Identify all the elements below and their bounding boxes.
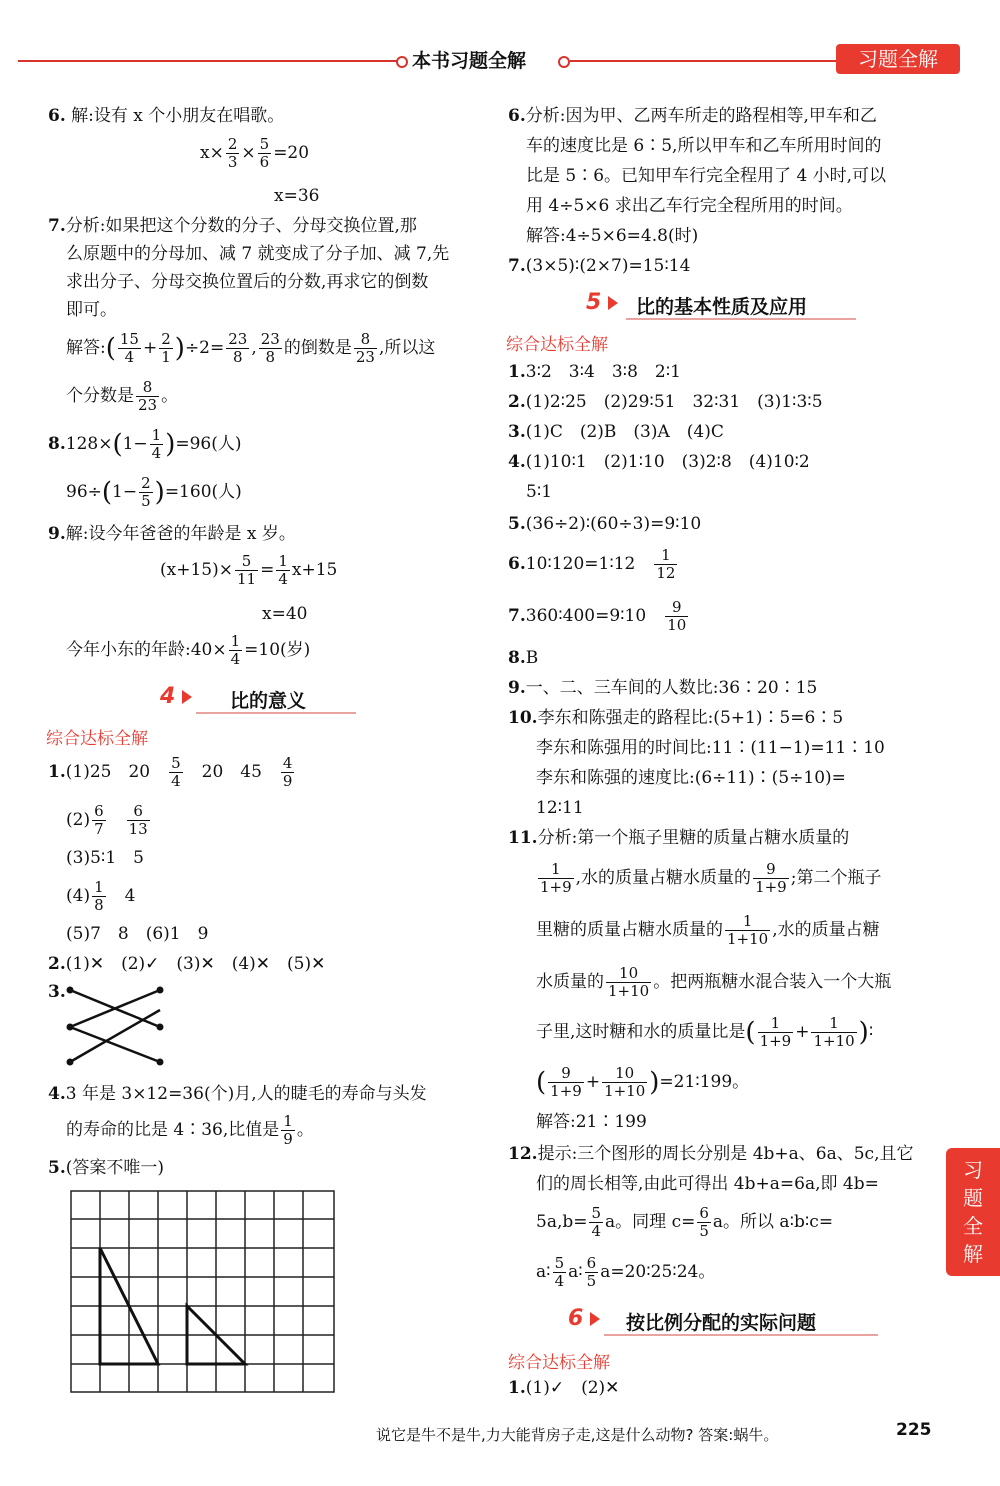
denominator: 1+9 [759,1032,792,1050]
q-number: 6. [508,106,526,126]
numerator: 8 [354,331,377,349]
numerator: 5 [591,1204,602,1222]
eq-part: 128× [65,434,113,454]
q-text: 解:设有 x 个小朋友在唱歌。 [71,106,285,126]
eq-part: + [795,1022,810,1042]
numerator: 1 [151,426,162,444]
left-a4-l1 [48,1082,427,1106]
eq-part: =21∶199。 [659,1072,750,1092]
left-q7-answer [66,330,435,367]
eq-part: a∶ [568,1262,583,1282]
numerator: 9 [665,599,688,617]
q-number: 1. [508,362,526,382]
section-arrow-icon [590,1312,600,1326]
eq-part: =160(人) [164,482,242,502]
fraction [150,427,164,462]
right-q6-l4: 用 4÷5×6 求出乙车行完全程所用的时间。 [526,196,853,216]
right-q7 [508,254,690,278]
denominator: 3 [227,153,238,171]
numerator: 5 [235,553,258,571]
q-number: 7. [508,606,526,626]
left-q9-l1 [48,522,296,546]
right-q6-l2: 车的速度比是 6∶5,所以甲车和乙车所用时间的 [526,136,882,156]
right-b8 [508,646,538,670]
eq-part: + [142,338,158,358]
left-q9-eq2: x=40 [262,604,308,624]
paren: ) [165,429,176,460]
denominator: 6 [259,153,270,171]
eq-part: a。所以 a∶b∶c= [712,1212,834,1232]
right-b10-l3: 李东和陈强的速度比:(6÷11)∶(5÷10)= [536,768,846,788]
denominator: 12 [656,564,676,582]
denominator: 1+10 [608,982,650,1000]
q-number: 2. [508,392,526,412]
right-b5 [508,512,701,536]
left-a5 [48,1156,164,1180]
denominator: 4 [278,570,288,588]
q-number: 1. [508,1378,526,1398]
eq-part: 个分数是 [66,386,134,406]
eq-part: ,水的质量占糖 [772,920,880,940]
q-text: (1)10∶1 (2)1∶10 (3)2∶8 (4)10∶2 [525,452,810,472]
numerator: 1 [725,913,770,931]
right-b9 [508,676,817,700]
right-q6-l5: 解答:4÷5×6=4.8(时) [526,226,699,246]
triangle-grid [70,1190,336,1394]
denominator: 4 [554,1272,565,1290]
left-q9-eq3 [66,632,310,668]
numerator: 5 [171,754,181,772]
denominator: 4 [151,444,162,462]
numerator: 8 [136,379,159,397]
denominator: 4 [124,348,135,366]
section-underline [604,1334,878,1336]
numerator: 4 [282,754,293,772]
eq-part: =20 [273,143,310,163]
match-dot [67,987,74,994]
eq-part: (1)25 20 [65,762,151,782]
sub-heading: 综合达标全解 [46,729,148,749]
side-tab [946,1148,1000,1276]
paren: ( [105,333,116,364]
paren: ( [745,1017,756,1048]
denominator: 23 [138,396,158,414]
q-text: (1)✕ (2)✓ (3)✕ (4)✕ (5)✕ [65,954,326,974]
denominator: 1 [161,348,171,366]
denominator: 7 [94,820,104,838]
fraction [118,331,141,366]
right-b12-l4 [536,1252,715,1292]
fraction [92,879,106,914]
eq-part: x+15 [291,560,338,580]
q-number: 12. [508,1144,538,1164]
header-rule-left [18,60,398,62]
left-a4-l2 [66,1110,314,1150]
grid-frame [71,1191,334,1392]
fraction [654,547,677,582]
right-b12-l1 [508,1142,913,1166]
q-text: 一、二、三车间的人数比:36∶20∶15 [525,678,818,698]
eq-part: 10∶120=1∶12 [525,554,636,574]
section-underline [626,318,856,320]
eq-part: ÷2= [184,338,225,358]
match-dot [67,1024,74,1031]
q-number: 2. [48,954,66,974]
denominator: 1+9 [755,878,787,896]
fraction [169,755,183,790]
denominator: 23 [355,348,375,366]
numerator: 6 [127,803,150,821]
numerator: 23 [228,330,248,348]
left-q8-l1 [48,426,242,463]
fraction [589,1205,603,1240]
q-number: 9. [48,524,66,544]
eq-part: 解答: [66,338,106,358]
fraction [127,803,150,838]
section-number: 6 [568,1306,584,1331]
right-b6 [508,544,679,584]
q-number: 6. [48,106,66,126]
denominator: 4 [230,650,241,668]
numerator: 1 [654,547,677,565]
numerator: 15 [119,330,139,348]
q-text: (1)2∶25 (2)29∶51 32∶31 (3)1∶3∶5 [525,392,823,412]
denominator: 9 [283,1130,293,1148]
q-number: 5. [508,514,526,534]
right-b10-l2: 李东和陈强用的时间比:11∶(11−1)=11∶10 [536,738,885,758]
q-text: 分析:如果把这个分数的分子、分母交换位置,那 [65,216,417,236]
eq-part: , [251,338,257,358]
paren: ) [174,333,185,364]
q-text: (1)✓ (2)✕ [525,1378,620,1398]
fraction [226,331,249,366]
eq-part: 20 45 [201,762,262,782]
left-q7-l6 [66,378,178,414]
q-text: 分析:第一个瓶子里糖的质量占糖水质量的 [537,828,850,848]
eq-part: = [260,560,275,580]
denominator: 10 [667,616,687,634]
left-a2 [48,952,325,976]
fraction [259,331,282,366]
right-b11-l1 [508,826,849,850]
q-number: 8. [48,434,66,454]
right-b11-l6 [536,1062,749,1103]
section-underline [196,712,356,714]
left-q6-eq1 [200,136,309,171]
eq-part: 360∶400=9∶10 [525,606,647,626]
fraction [753,861,789,896]
right-b2 [508,390,823,414]
fraction [553,1255,567,1290]
denominator: 1+9 [540,878,572,896]
match-dot [157,1024,164,1031]
eq-part: (4) [66,886,91,906]
fraction [229,633,243,668]
denominator: 4 [591,1222,602,1240]
fraction [548,1065,584,1100]
eq-part: =10(岁) [244,640,311,660]
numerator: 5 [554,1254,565,1272]
numerator: 2 [141,474,151,492]
right-b11-l2 [536,858,881,898]
section-title: 比的基本性质及应用 [636,296,808,318]
numerator: 1 [758,1015,794,1033]
numerator: 10 [606,965,651,983]
numerator: 9 [548,1065,584,1083]
eq-part: 1− [122,434,148,454]
denominator: 11 [236,570,257,588]
numerator: 6 [699,1204,709,1222]
denominator: 1+10 [727,930,769,948]
left-q8-l2 [66,474,242,511]
q-text: 提示:三个图形的周长分别是 4b+a、6a、5c,且它 [537,1144,914,1164]
numerator: 1 [811,1015,856,1033]
footer-riddle: 说它是牛不是牛,力大能背房子走,这是什么动物? 答案:蜗牛。 [376,1426,779,1444]
header-rule-right [570,60,836,62]
q-text: 李东和陈强走的路程比:(5+1)∶5=6∶5 [537,708,844,728]
section-number: 4 [160,684,176,709]
numerator: 2 [227,135,238,153]
right-b12-l3 [536,1202,833,1242]
denominator: 1+9 [550,1082,582,1100]
q-number: 5. [48,1158,66,1178]
page-number: 225 [896,1420,932,1440]
eq-part: 的倒数是 [283,338,352,358]
eq-part: 今年小东的年龄:40× [66,640,227,660]
right-b3 [508,420,724,444]
q-number: 8. [508,648,526,668]
paren: ) [649,1067,660,1098]
paren: ( [101,477,113,508]
left-a1-p3: (3)5∶1 5 [66,848,144,868]
side-tab-label: 习题全解 [963,1158,983,1266]
right-b11-l3 [536,910,880,950]
denominator: 8 [233,348,243,366]
eq-part: ∶ [868,1022,874,1042]
header-dot-left [396,56,408,68]
q-number: 10. [508,708,538,728]
eq-part: 4 [124,886,136,906]
numerator: 2 [161,330,171,348]
match-dot [67,1059,74,1066]
eq-part: 5a,b= [536,1212,588,1232]
left-a1-p5: (5)7 8 (6)1 9 [66,924,209,944]
numerator: 10 [602,1065,647,1083]
q-number: 3. [48,982,66,1002]
denominator: 8 [265,348,276,366]
paren: ( [536,1067,547,1098]
fraction [226,136,240,171]
right-b7 [508,596,690,636]
numerator: 6 [94,802,104,820]
q-number: 3. [508,422,526,442]
match-line [70,1027,160,1062]
eq-part: × [241,143,256,163]
numerator: 1 [538,861,574,879]
sub-heading: 综合达标全解 [508,1353,610,1373]
eq-part: 。把两瓶糖水混合装入一个大瓶 [653,972,892,992]
q-text: (1)C (2)B (3)A (4)C [525,422,724,442]
left-q9-eq1 [160,552,337,588]
denominator: 13 [128,820,148,838]
left-q7-l1 [48,214,417,238]
q-number: 9. [508,678,526,698]
fraction [258,136,272,171]
left-q6-eq2: x=36 [274,186,320,206]
denominator: 9 [282,772,293,790]
eq-part: ;第二个瓶子 [790,868,882,888]
right-b4 [508,450,810,474]
paren: ) [858,1017,869,1048]
right-q6-l3: 比是 5∶6。已知甲车行完全程用了 4 小时,可以 [526,166,887,186]
fraction [136,379,159,414]
q-text: 分析:因为甲、乙两车所走的路程相等,甲车和乙 [525,106,877,126]
fraction [92,803,106,838]
eq-part: 里糖的质量占糖水质量的 [536,920,723,940]
denominator: 4 [171,772,181,790]
q-text: (36÷2)∶(60÷3)=9∶10 [525,514,702,534]
q-number: 6. [508,554,526,574]
eq-part: 。 [296,1120,314,1140]
right-c1 [508,1376,619,1400]
left-a1-p4 [66,876,135,916]
numerator: 1 [94,878,104,896]
denominator: 5 [699,1222,709,1240]
fraction [281,755,295,790]
fraction [665,599,688,634]
eq-part: 子里,这时糖和水的质量比是 [536,1022,746,1042]
header-badge: 习题全解 [836,44,960,74]
fraction [725,913,770,948]
eq-part: ,水的质量占糖水质量的 [575,868,752,888]
numerator: 6 [586,1254,597,1272]
left-a1-p1 [48,752,296,792]
section-arrow-icon [608,296,618,310]
denominator: 8 [94,896,104,914]
numerator: 9 [753,861,789,879]
eq-part: a∶ [536,1262,551,1282]
right-b11-l7: 解答:21∶199 [536,1112,647,1132]
eq-part: 的寿命的比是 4∶36,比值是 [66,1120,280,1140]
eq-part: (2) [66,810,91,830]
q-number: 4. [48,1084,66,1104]
fraction [281,1113,295,1148]
denominator: 5 [141,492,151,510]
eq-part: (x+15)× [160,560,233,580]
eq-part: ,所以这 [378,338,436,358]
q-text: (3×5)∶(2×7)=15∶14 [525,256,691,276]
q-text: 3 年是 3×12=36(个)月,人的睫毛的寿命与头发 [65,1084,427,1104]
eq-part: =96(人) [175,434,242,454]
fraction [602,1065,647,1100]
sub-heading: 综合达标全解 [506,335,608,355]
left-q7-l4: 即可。 [66,300,117,320]
q-text: 3∶2 3∶4 3∶8 2∶1 [525,362,681,382]
section-number: 5 [586,290,602,315]
left-q7-l3: 求出分子、分母交换位置后的分数,再求它的倒数 [66,272,429,292]
denominator: 1+10 [604,1082,646,1100]
denominator: 5 [586,1272,597,1290]
header-title: 本书习题全解 [412,50,527,72]
denominator: 1+10 [813,1032,855,1050]
fraction [139,475,153,510]
fraction [276,553,290,588]
q-number: 7. [508,256,526,276]
q-number: 4. [508,452,526,472]
numerator: 1 [230,632,241,650]
left-q6-line [48,104,284,128]
eq-part: x× [200,143,224,163]
eq-part: a。同理 c= [605,1212,696,1232]
q-number: 1. [48,762,66,782]
numerator: 23 [260,330,280,348]
eq-part: a=20∶25∶24。 [600,1262,716,1282]
q-text: (答案不唯一) [65,1158,165,1178]
fraction [606,965,651,1000]
q-number: 7. [48,216,66,236]
q-text: B [525,648,539,668]
right-b1 [508,360,681,384]
eq-part: 水质量的 [536,972,604,992]
right-b4-l2: 5∶1 [526,482,553,502]
eq-part: 96÷ [66,482,102,502]
fraction [811,1015,856,1050]
paren: ) [154,477,165,508]
match-dot [157,1059,164,1066]
fraction [235,553,258,588]
right-b11-l4 [536,962,891,1002]
right-b12-l2: 们的周长相等,由此可得出 4b+a=6a,即 4b= [536,1174,879,1194]
fraction [585,1255,599,1290]
eq-part: + [585,1072,601,1092]
section-title: 比的意义 [230,690,307,712]
fraction [538,861,574,896]
matching-diagram [60,980,170,1070]
fraction [354,331,377,366]
numerator: 5 [259,135,270,153]
q-number: 11. [508,828,538,848]
left-q7-l2: 么原题中的分母加、减 7 就变成了分子加、减 7,先 [66,244,450,264]
section-title: 按比例分配的实际问题 [626,1312,817,1334]
paren: ( [112,429,123,460]
numerator: 1 [278,552,288,570]
q-text: 解:设今年爸爸的年龄是 x 岁。 [65,524,296,544]
match-dot [157,987,164,994]
section-arrow-icon [182,690,192,704]
fraction [159,331,173,366]
right-b10-l4: 12∶11 [536,798,584,818]
eq-part: 。 [161,386,179,406]
right-b10-l1 [508,706,843,730]
left-a1-p2 [66,800,152,840]
right-b11-l5 [536,1012,873,1053]
fraction [758,1015,794,1050]
right-q6-l1 [508,104,877,128]
numerator: 1 [283,1112,293,1130]
header-dot-right [558,56,570,68]
eq-part: 1− [112,482,138,502]
fraction [697,1205,711,1240]
match-line [70,1010,160,1062]
